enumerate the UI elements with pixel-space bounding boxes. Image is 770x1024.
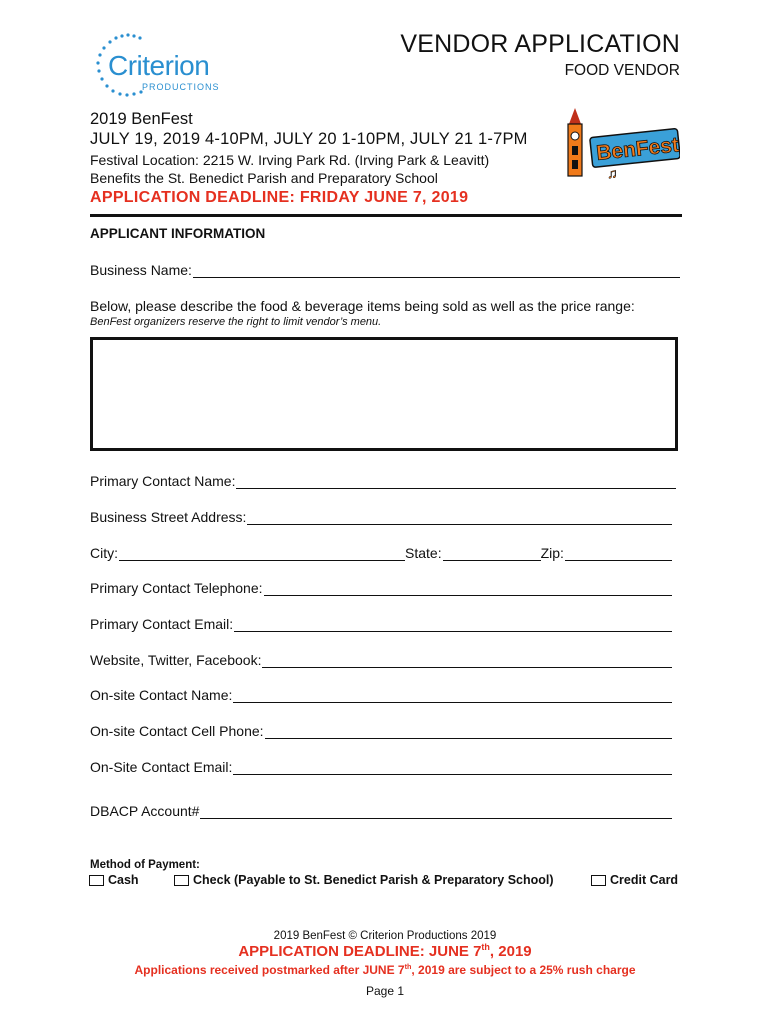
primary-contact-row (90, 473, 676, 489)
application-deadline: APPLICATION DEADLINE: FRIDAY JUNE 7, 2019 (90, 189, 469, 206)
logo-sub-text: PRODUCTIONS (142, 82, 220, 92)
website-row (90, 652, 672, 668)
footer-deadline-text: APPLICATION DEADLINE: JUNE 7 (238, 943, 482, 960)
footer-deadline (0, 942, 770, 960)
onsite-name-label: On-site Contact Name: (90, 687, 233, 703)
dbacp-field[interactable] (200, 804, 672, 819)
business-name-label: Business Name: (90, 262, 192, 278)
city-state-zip-row (90, 545, 672, 561)
benfest-logo (565, 108, 680, 180)
event-dates: JULY 19, 2019 4-10PM, JULY 20 1-10PM, JULY 21 1-7PM (90, 130, 528, 148)
street-address-field[interactable] (247, 510, 672, 525)
business-name-field[interactable] (193, 263, 680, 278)
state-label: State: (405, 545, 442, 561)
cash-checkbox[interactable] (89, 875, 104, 886)
benfest-logo-text: BenFest (595, 133, 680, 165)
music-note-icon: ♫ (607, 165, 618, 180)
footer-deadline-year: , 2019 (489, 943, 532, 960)
payment-check-option[interactable] (174, 873, 554, 887)
event-name: 2019 BenFest (90, 110, 193, 128)
onsite-name-field[interactable] (233, 688, 672, 703)
check-label: Check (Payable to St. Benedict Parish & Preparatory School) (193, 873, 554, 887)
section-title: APPLICANT INFORMATION (90, 226, 266, 241)
business-name-row (90, 262, 680, 278)
check-checkbox[interactable] (174, 875, 189, 886)
primary-contact-label: Primary Contact Name: (90, 473, 236, 489)
city-label: City: (90, 545, 118, 561)
primary-phone-row (90, 580, 672, 596)
primary-phone-label: Primary Contact Telephone: (90, 580, 263, 596)
zip-field[interactable] (565, 546, 672, 561)
primary-email-field[interactable] (234, 617, 672, 632)
primary-email-row (90, 616, 672, 632)
church-tower-icon (568, 108, 582, 176)
onsite-email-label: On-Site Contact Email: (90, 759, 233, 775)
payment-title: Method of Payment: (90, 859, 200, 871)
cash-label: Cash (108, 873, 139, 887)
payment-cash-option[interactable] (89, 873, 139, 887)
street-address-label: Business Street Address: (90, 509, 247, 525)
primary-email-label: Primary Contact Email: (90, 616, 234, 632)
website-label: Website, Twitter, Facebook: (90, 652, 262, 668)
onsite-email-field[interactable] (233, 760, 672, 775)
footer-rush-rest: , 2019 are subject to a 25% rush charge (411, 963, 636, 977)
onsite-phone-field[interactable] (265, 724, 672, 739)
footer-copyright: 2019 BenFest © Criterion Productions 2019 (273, 930, 497, 942)
logo-brand-text: Criterion (108, 50, 210, 81)
page-number: Page 1 (365, 984, 405, 998)
primary-contact-field[interactable] (236, 474, 676, 489)
credit-card-label: Credit Card (610, 873, 679, 887)
footer-rush-sup: th (404, 962, 412, 971)
page-subtitle: FOOD VENDOR (564, 62, 680, 79)
footer-rush-notice (0, 962, 770, 977)
footer-rush-text: Applications received postmarked after JUNE 7 (134, 963, 405, 977)
menu-note: BenFest organizers reserve the right to limit vendor’s menu. (90, 316, 382, 328)
menu-description-box[interactable] (90, 337, 678, 451)
onsite-phone-row (90, 723, 672, 739)
primary-phone-field[interactable] (264, 581, 673, 596)
footer-deadline-sup: th (481, 942, 490, 952)
event-beneficiary: Benefits the St. Benedict Parish and Preparatory School (90, 170, 438, 186)
page-title: VENDOR APPLICATION (400, 30, 680, 58)
onsite-phone-label: On-site Contact Cell Phone: (90, 723, 264, 739)
dbacp-label: DBACP Account# (90, 803, 200, 819)
city-field[interactable] (119, 546, 405, 561)
dbacp-row (90, 803, 672, 819)
header-divider (90, 214, 682, 217)
website-field[interactable] (262, 653, 672, 668)
zip-label: Zip: (540, 545, 564, 561)
onsite-name-row (90, 687, 672, 703)
state-field[interactable] (443, 546, 541, 561)
event-location: Festival Location: 2215 W. Irving Park Rd. (Irving Park & Leavitt) (90, 152, 490, 168)
criterion-logo (90, 30, 240, 100)
payment-card-option[interactable] (591, 873, 678, 887)
onsite-email-row (90, 759, 672, 775)
credit-card-checkbox[interactable] (591, 875, 606, 886)
menu-prompt: Below, please describe the food & beverage items being sold as well as the price range: (90, 298, 635, 314)
street-address-row (90, 509, 672, 525)
